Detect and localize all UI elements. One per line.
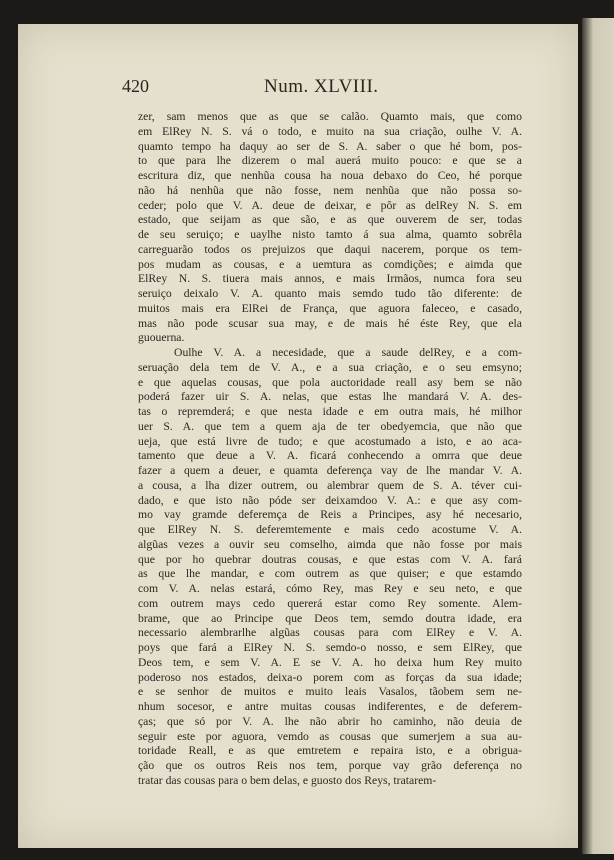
text-line: ceder; polo que V. A. deue de deixar, e pôr as delRey N. S. em (138, 198, 522, 212)
text-line: muitos mais era ElRei de França, que aguora faleceo, e casado, (138, 301, 522, 315)
text-line: tas o repremderá; e que nesta idade e em outra mais, hé milhor (138, 405, 522, 418)
text-line: carreguarão todos os prejuizos que daqui nacerem, porque os tem- (138, 242, 522, 256)
text-line: ueja, que está livre de tudo; e que acostumado a isto, e ao aca- (138, 434, 522, 448)
running-title: Num. XLVIII. (264, 76, 379, 97)
text-line: poderá fazer uir S. A. nelas, que estas lhe mandará V. A. des- (138, 390, 522, 404)
text-line: uer S. A. que tem a quem aja de ter obedyemcia, que não que (138, 419, 522, 433)
text-line: dado, e que isto não póde ser deixamdoo V. A.: e que asy com- (138, 493, 522, 507)
text-line: escritura diz, que nenhũa cousa ha noua debaxo do Ceo, hé porque (138, 169, 522, 182)
page-header (122, 76, 522, 100)
text-line: brame, que ao Principe que Deos tem, semdo doutra idade, era (138, 611, 522, 625)
paragraph (138, 110, 522, 346)
adjacent-page-edge (582, 18, 614, 854)
text-line: Deos tem, e sem V. A. E se V. A. ho deixa hum Rey muito (138, 655, 522, 669)
text-line: poderoso nos estados, deixa-o porem com as forças da sua idade; (138, 670, 522, 684)
text-line: fazer a quem a deuer, e quamta deferença vay de lhe mandar V. A. (138, 464, 522, 477)
text-line: ção que os outros Reis nos tem, porque vay grão deferença no (138, 759, 522, 772)
paragraph (138, 346, 522, 789)
text-line: não há nenhũa que não fosse, nem nenhũa que não possa so- (138, 183, 522, 197)
text-line: mas não pode scusar sua may, e de mais hé éste Rey, que ela (138, 316, 522, 330)
text-line: com outrem mays cedo quererá estar como Rey somente. Alem- (138, 596, 522, 610)
text-line: e se senhor de muitos e muito leais Vasalos, tãobem sem ne- (138, 685, 522, 699)
text-line: to que para lhe dizerem o mal auerá muito pouco: e que se a (138, 154, 522, 168)
text-line: estado, que seijam as que são, e as que ouverem de ser, todas (138, 213, 522, 227)
text-line: zer, sam menos que as que se calão. Quamto mais, que como (138, 110, 522, 123)
text-line: algũas vezes a ouvir seu comselho, aimda que não fosse por mais (138, 537, 522, 551)
text-line: seruação dela tem de V. A., e a sua criação, e o seu emsyno; (138, 360, 522, 374)
text-line: que ElRey N. S. deferemtemente e mais cedo acostume V. A. (138, 523, 522, 536)
text-line: quamto tempo ha daquy ao ser de S. A. saber o que hé bom, pos- (138, 139, 522, 153)
text-line: com V. A. nelas estará, cómo Rey, mas Rey e seu neto, e que (138, 582, 522, 595)
body-text (138, 110, 522, 789)
text-line: nhum socesor, e antre muitas cousas indiferentes, e de deferem- (138, 700, 522, 713)
text-line: a cousa, a lha dizer outrem, ou alembrar quem de S. A. téver cui- (138, 478, 522, 492)
text-line: ElRey N. S. tiuera mais annos, e mais Irmãos, numca fora seu (138, 272, 522, 286)
text-line: seguir este por aguora, vemdo as cousas que sumerjem a sua au- (138, 729, 522, 743)
text-line: tratar das cousas para o bem delas, e guosto dos Reys, tratarem- (138, 773, 437, 787)
text-line: pos mudam as cousas, e a uemtura as comdições; e aimda que (138, 257, 522, 271)
text-line: poys que fará a ElRey N. S. semdo-o nosso, e sem ElRey, que (138, 641, 522, 654)
text-line: seruiço deixalo V. A. quanto mais semdo tudo tão diferente: de (138, 287, 522, 300)
text-line: e que aquelas cousas, que pola auctoridade reall asy bem se não (138, 375, 522, 389)
text-line: tamento que deue a V. A. ficará conhecendo a omrra que deue (138, 449, 522, 463)
text-line: as que lhe mandar, e com outrem as que quiser; e que estamdo (138, 567, 522, 581)
text-line: toridade Reall, e as que emtretem e repaira isto, e a obriguа- (138, 744, 522, 758)
text-line: ças; que só por V. A. lhe não abrir ho caminho, não deuia de (138, 714, 522, 728)
text-line: em ElRey N. S. vá o todo, e muito na sua criação, oulhe V. A. (138, 124, 522, 138)
text-line: guouerna. (138, 331, 185, 345)
text-line: que por ho quebrar doutras cousas, e que estas com V. A. fará (138, 552, 522, 566)
text-line: necessario alembrarlhe algũas cousas para com ElRey e V. A. (138, 626, 522, 640)
text-line: de seu seruiço; e uaylhe nisto tamto á sua alma, quamto sobrêla (138, 228, 522, 241)
text-line: Oulhe V. A. a necesidade, que a saude delRey, e a com- (174, 346, 522, 359)
text-line: mo vay gramde deferemça de Reis a Principes, asy hé necesario, (138, 508, 522, 522)
page-number: 420 (122, 76, 149, 96)
